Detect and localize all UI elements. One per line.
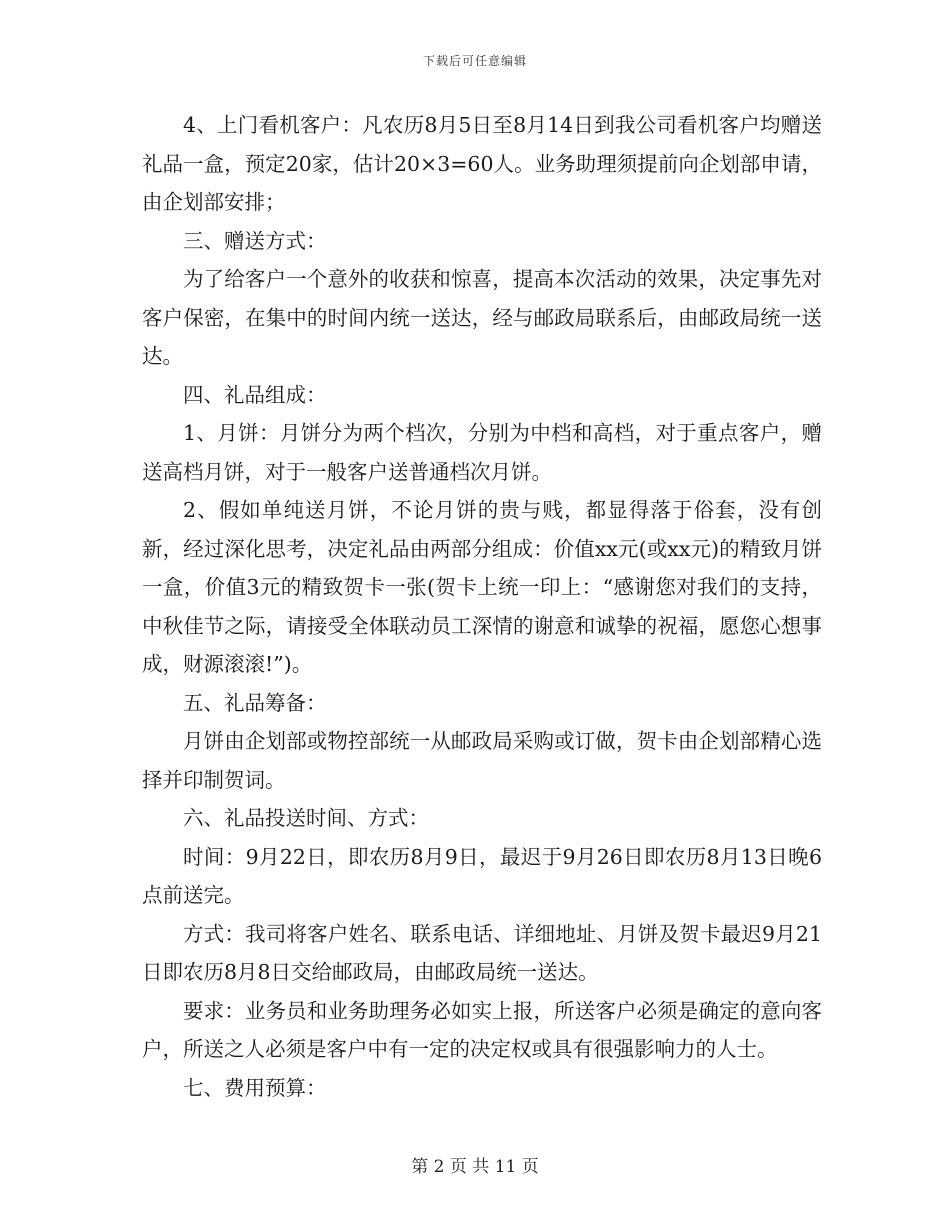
document-body [142, 106, 822, 1107]
paragraph-delivery-process: 方式：我司将客户姓名、联系电话、详细地址、月饼及贺卡最迟9月21日即农历8月8日交给邮政局，由邮政局统一送达。 [142, 921, 822, 984]
section-heading-gift-preparation: 五、礼品筹备： [183, 690, 327, 715]
paragraph-delivery-method: 为了给客户一个意外的收获和惊喜，提高本次活动的效果，决定事先对客户保密，在集中的时间内统一送达，经与邮政局联系后，由邮政局统一送达。 [142, 267, 822, 368]
paragraph-gift-preparation: 月饼由企划部或物控部统一从邮政局采购或订做，贺卡由企划部精心选择并印制贺词。 [142, 729, 822, 792]
section-heading-delivery-time: 六、礼品投送时间、方式： [183, 806, 429, 830]
page-header: 下载后可任意编辑 [422, 54, 527, 68]
section-heading-delivery-method: 三、赠送方式： [183, 228, 327, 253]
section-heading-gift-composition: 四、礼品组成： [183, 382, 327, 407]
paragraph-mooncake-grades: 1、月饼：月饼分为两个档次，分别为中档和高档，对于重点客户，赠送高档月饼，对于一般客户送普通档次月饼。 [142, 421, 822, 484]
paragraph-visit-customers: 4、上门看机客户：凡农历8月5日至8月14日到我公司看机客户均赠送礼品一盒，预定20家，估计20×3=60人。业务助理须提前向企划部申请，由企划部安排； [142, 113, 822, 214]
page-number-footer: 第 2 页 共 11 页 [411, 1157, 539, 1177]
paragraph-delivery-time: 时间：9月22日，即农历8月9日，最迟于9月26日即农历8月13日晚6点前送完。 [142, 844, 822, 907]
section-heading-budget: 七、费用预算： [183, 1075, 327, 1100]
paragraph-requirements: 要求：业务员和业务助理务必如实上报，所送客户必须是确定的意向客户，所送之人必须是客户中有一定的决定权或具有很强影响力的人士。 [142, 998, 822, 1061]
paragraph-gift-parts: 2、假如单纯送月饼，不论月饼的贵与贱，都显得落于俗套，没有创新，经过深化思考，决定礼品由两部分组成：价值xx元(或xx元)的精致月饼一盒，价值3元的精致贺卡一张(贺卡上统一印上：“感谢您对我们的支持，中秋佳节之际，请接受全体联动员工深情的谢意和诚挚的祝福，愿您心想事成，财源滚滚!”)。 [142, 498, 822, 676]
